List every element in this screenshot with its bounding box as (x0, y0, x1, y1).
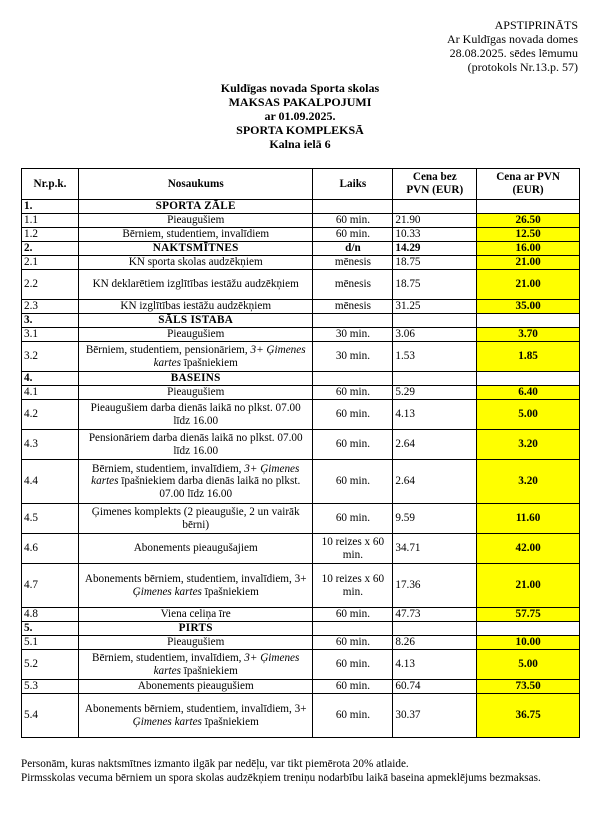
row-net-price: 4.13 (393, 650, 477, 680)
row-name (78, 342, 313, 372)
row-gross-price (477, 372, 580, 386)
row-time: 60 min. (313, 228, 393, 242)
row-time (313, 200, 393, 214)
row-net-price: 2.64 (393, 430, 477, 460)
header-gross-line-1: Cena ar PVN (496, 171, 560, 184)
row-net-price: 10.33 (393, 228, 477, 242)
row-name-part: Bērniem, studentiem, invalīdiem, (92, 462, 245, 475)
row-gross-price: 16.00 (477, 242, 580, 256)
table-row (22, 400, 580, 430)
row-number: 4.3 (22, 430, 79, 460)
row-name: KN deklarētiem izglītības iestāžu audzēkņiem (78, 270, 313, 300)
row-net-price: 3.06 (393, 328, 477, 342)
row-number: 1.2 (22, 228, 79, 242)
row-name: NAKTSMĪTNES (78, 242, 313, 256)
row-name: Abonements pieaugušiem (78, 680, 313, 694)
row-time: 60 min. (313, 504, 393, 534)
table-row (22, 300, 580, 314)
row-name: SĀLS ISTABA (78, 314, 313, 328)
row-number: 3.1 (22, 328, 79, 342)
table-row (22, 534, 580, 564)
section-row (22, 314, 580, 328)
row-number: 2.2 (22, 270, 79, 300)
table-row (22, 430, 580, 460)
row-name (78, 564, 313, 608)
row-gross-price: 11.60 (477, 504, 580, 534)
row-time: d/n (313, 242, 393, 256)
row-time: mēnesis (313, 270, 393, 300)
row-name-italic: 3+ Ģimenes kartes (153, 651, 300, 677)
row-name: Viena celiņa īre (78, 608, 313, 622)
row-number: 4.6 (22, 534, 79, 564)
section-row (22, 622, 580, 636)
row-gross-price: 3.20 (477, 460, 580, 504)
table-row (22, 680, 580, 694)
row-number: 5.3 (22, 680, 79, 694)
row-name-italic: 3+ Ģimenes kartes (91, 462, 300, 488)
facility-address: Kalna ielā 6 (269, 137, 331, 151)
row-time: mēnesis (313, 256, 393, 270)
header-net-line-2: PVN (EUR) (406, 184, 464, 196)
row-number: 4.2 (22, 400, 79, 430)
row-name-italic: Ģimenes kartes (132, 585, 202, 598)
header-gross-line-2: (EUR) (512, 184, 544, 196)
row-time (313, 372, 393, 386)
row-name: Ģimenes komplekts (2 pieaugušie, 2 un vairāk bērni) (78, 504, 313, 534)
row-number: 2.3 (22, 300, 79, 314)
row-number: 2. (22, 242, 79, 256)
row-number: 5. (22, 622, 79, 636)
row-number: 5.2 (22, 650, 79, 680)
row-name: Pieaugušiem (78, 328, 313, 342)
row-name: BASEINS (78, 372, 313, 386)
row-name: KN sporta skolas audzēkņiem (78, 256, 313, 270)
row-gross-price (477, 314, 580, 328)
row-name: KN izglītības iestāžu audzēkņiem (78, 300, 313, 314)
row-number: 4.4 (22, 460, 79, 504)
header-net-line-1: Cena bez (412, 171, 457, 184)
row-net-price (393, 372, 477, 386)
approval-line-2: Ar Kuldīgas novada domes (447, 32, 578, 46)
row-gross-price: 3.20 (477, 430, 580, 460)
row-name: Pensionāriem darba dienās laikā no plkst. 07.00 līdz 16.00 (78, 430, 313, 460)
table-row (22, 256, 580, 270)
row-gross-price: 57.75 (477, 608, 580, 622)
row-net-price: 9.59 (393, 504, 477, 534)
row-net-price: 21.90 (393, 214, 477, 228)
table-row (22, 342, 580, 372)
row-gross-price: 21.00 (477, 270, 580, 300)
notes (21, 757, 581, 785)
row-name-italic: 3+ Ģimenes kartes (153, 343, 306, 369)
row-name-italic: Ģimenes kartes (132, 715, 202, 728)
row-gross-price: 26.50 (477, 214, 580, 228)
row-name-part: īpašniekiem (201, 715, 259, 728)
effective-date: ar 01.09.2025. (264, 109, 336, 123)
header-nr: Nr.p.k. (22, 169, 79, 200)
row-gross-price: 1.85 (477, 342, 580, 372)
approval-block (447, 18, 578, 74)
row-net-price: 31.25 (393, 300, 477, 314)
row-net-price (393, 314, 477, 328)
row-time: 30 min. (313, 328, 393, 342)
row-number: 4.1 (22, 386, 79, 400)
header-time: Laiks (313, 169, 393, 200)
row-name-part: Bērniem, studentiem, pensionāriem, (85, 343, 251, 356)
row-number: 4.7 (22, 564, 79, 608)
row-net-price: 47.73 (393, 608, 477, 622)
row-gross-price (477, 200, 580, 214)
facility-title: SPORTA KOMPLEKSĀ (236, 123, 364, 137)
document-titles (0, 81, 600, 151)
row-time (313, 314, 393, 328)
table-row (22, 504, 580, 534)
table-body (22, 200, 580, 738)
row-number: 1.1 (22, 214, 79, 228)
row-gross-price: 3.70 (477, 328, 580, 342)
row-number: 4.8 (22, 608, 79, 622)
table-row (22, 328, 580, 342)
row-number: 3. (22, 314, 79, 328)
row-name: Pieaugušiem (78, 214, 313, 228)
table-row (22, 608, 580, 622)
table-row (22, 636, 580, 650)
row-gross-price: 10.00 (477, 636, 580, 650)
row-time: 60 min. (313, 430, 393, 460)
section-row (22, 200, 580, 214)
row-time (313, 622, 393, 636)
row-number: 5.1 (22, 636, 79, 650)
row-name-part: īpašniekiem (201, 585, 259, 598)
section-row (22, 242, 580, 256)
row-net-price: 18.75 (393, 256, 477, 270)
row-number: 1. (22, 200, 79, 214)
row-time: 60 min. (313, 650, 393, 680)
row-net-price: 5.29 (393, 386, 477, 400)
row-name: Pieaugušiem (78, 636, 313, 650)
approval-line-1: APSTIPRINĀTS (494, 18, 578, 32)
row-name: Pieaugušiem (78, 386, 313, 400)
table-row (22, 270, 580, 300)
row-number: 4.5 (22, 504, 79, 534)
note-1: Personām, kuras naktsmītnes izmanto ilgāk par nedēļu, var tikt piemērota 20% atlaide. (21, 758, 409, 770)
header-net-price (393, 169, 477, 200)
header-gross-price (477, 169, 580, 200)
row-name: Pieaugušiem darba dienās laikā no plkst. 07.00 līdz 16.00 (78, 400, 313, 430)
table-row (22, 564, 580, 608)
row-time: 60 min. (313, 460, 393, 504)
row-gross-price (477, 622, 580, 636)
row-name: PIRTS (78, 622, 313, 636)
row-number: 2.1 (22, 256, 79, 270)
table-row (22, 694, 580, 738)
row-time: 60 min. (313, 386, 393, 400)
row-time: 60 min. (313, 400, 393, 430)
row-net-price: 60.74 (393, 680, 477, 694)
row-name-part: īpašniekiem (180, 356, 238, 369)
table-row (22, 214, 580, 228)
row-net-price (393, 200, 477, 214)
approval-line-3: 28.08.2025. sēdes lēmumu (449, 46, 578, 60)
row-gross-price: 6.40 (477, 386, 580, 400)
row-name-part: Abonements bērniem, studentiem, invalīdiem, 3+ (84, 702, 307, 715)
row-time: 10 reizes x 60 min. (313, 534, 393, 564)
document-title: MAKSAS PAKALPOJUMI (228, 95, 372, 109)
row-net-price: 2.64 (393, 460, 477, 504)
row-gross-price: 21.00 (477, 564, 580, 608)
row-net-price: 8.26 (393, 636, 477, 650)
row-number: 4. (22, 372, 79, 386)
table-row (22, 460, 580, 504)
row-name-part: Abonements bērniem, studentiem, invalīdiem, 3+ (84, 572, 307, 585)
row-gross-price: 5.00 (477, 400, 580, 430)
section-row (22, 372, 580, 386)
row-name-part: Bērniem, studentiem, invalīdiem, (92, 651, 245, 664)
row-time: 60 min. (313, 680, 393, 694)
row-time: 60 min. (313, 694, 393, 738)
row-net-price: 34.71 (393, 534, 477, 564)
row-net-price: 17.36 (393, 564, 477, 608)
row-name (78, 460, 313, 504)
row-net-price: 18.75 (393, 270, 477, 300)
row-name: SPORTA ZĀLE (78, 200, 313, 214)
row-gross-price: 5.00 (477, 650, 580, 680)
row-name-part: īpašniekiem (180, 664, 238, 677)
row-gross-price: 12.50 (477, 228, 580, 242)
row-time: 60 min. (313, 214, 393, 228)
table-row (22, 386, 580, 400)
row-time: 30 min. (313, 342, 393, 372)
row-name-part: īpašniekiem darba dienās laikā no plkst. 07.00 līdz 16.00 (118, 475, 301, 500)
row-net-price (393, 622, 477, 636)
header-name: Nosaukums (78, 169, 313, 200)
row-name: Bērniem, studentiem, invalīdiem (78, 228, 313, 242)
row-time: mēnesis (313, 300, 393, 314)
row-time: 10 reizes x 60 min. (313, 564, 393, 608)
row-name (78, 650, 313, 680)
row-gross-price: 36.75 (477, 694, 580, 738)
approval-line-4: (protokols Nr.13.p. 57) (467, 60, 578, 74)
row-name (78, 694, 313, 738)
row-name: Abonements pieaugušajiem (78, 534, 313, 564)
row-gross-price: 35.00 (477, 300, 580, 314)
table-row (22, 650, 580, 680)
note-2: Pirmsskolas vecuma bērniem un spora skolas audzēkņiem treniņu nodarbību laikā baseina apmeklējums bezmaksas. (21, 772, 541, 784)
row-net-price: 1.53 (393, 342, 477, 372)
table-header-row (22, 169, 580, 200)
row-net-price: 4.13 (393, 400, 477, 430)
row-gross-price: 21.00 (477, 256, 580, 270)
row-time: 60 min. (313, 636, 393, 650)
row-gross-price: 42.00 (477, 534, 580, 564)
row-gross-price: 73.50 (477, 680, 580, 694)
table-row (22, 228, 580, 242)
row-net-price: 14.29 (393, 242, 477, 256)
row-number: 5.4 (22, 694, 79, 738)
row-time: 60 min. (313, 608, 393, 622)
organization-title: Kuldīgas novada Sporta skolas (220, 81, 380, 95)
tariff-table (21, 168, 580, 738)
row-net-price: 30.37 (393, 694, 477, 738)
row-number: 3.2 (22, 342, 79, 372)
